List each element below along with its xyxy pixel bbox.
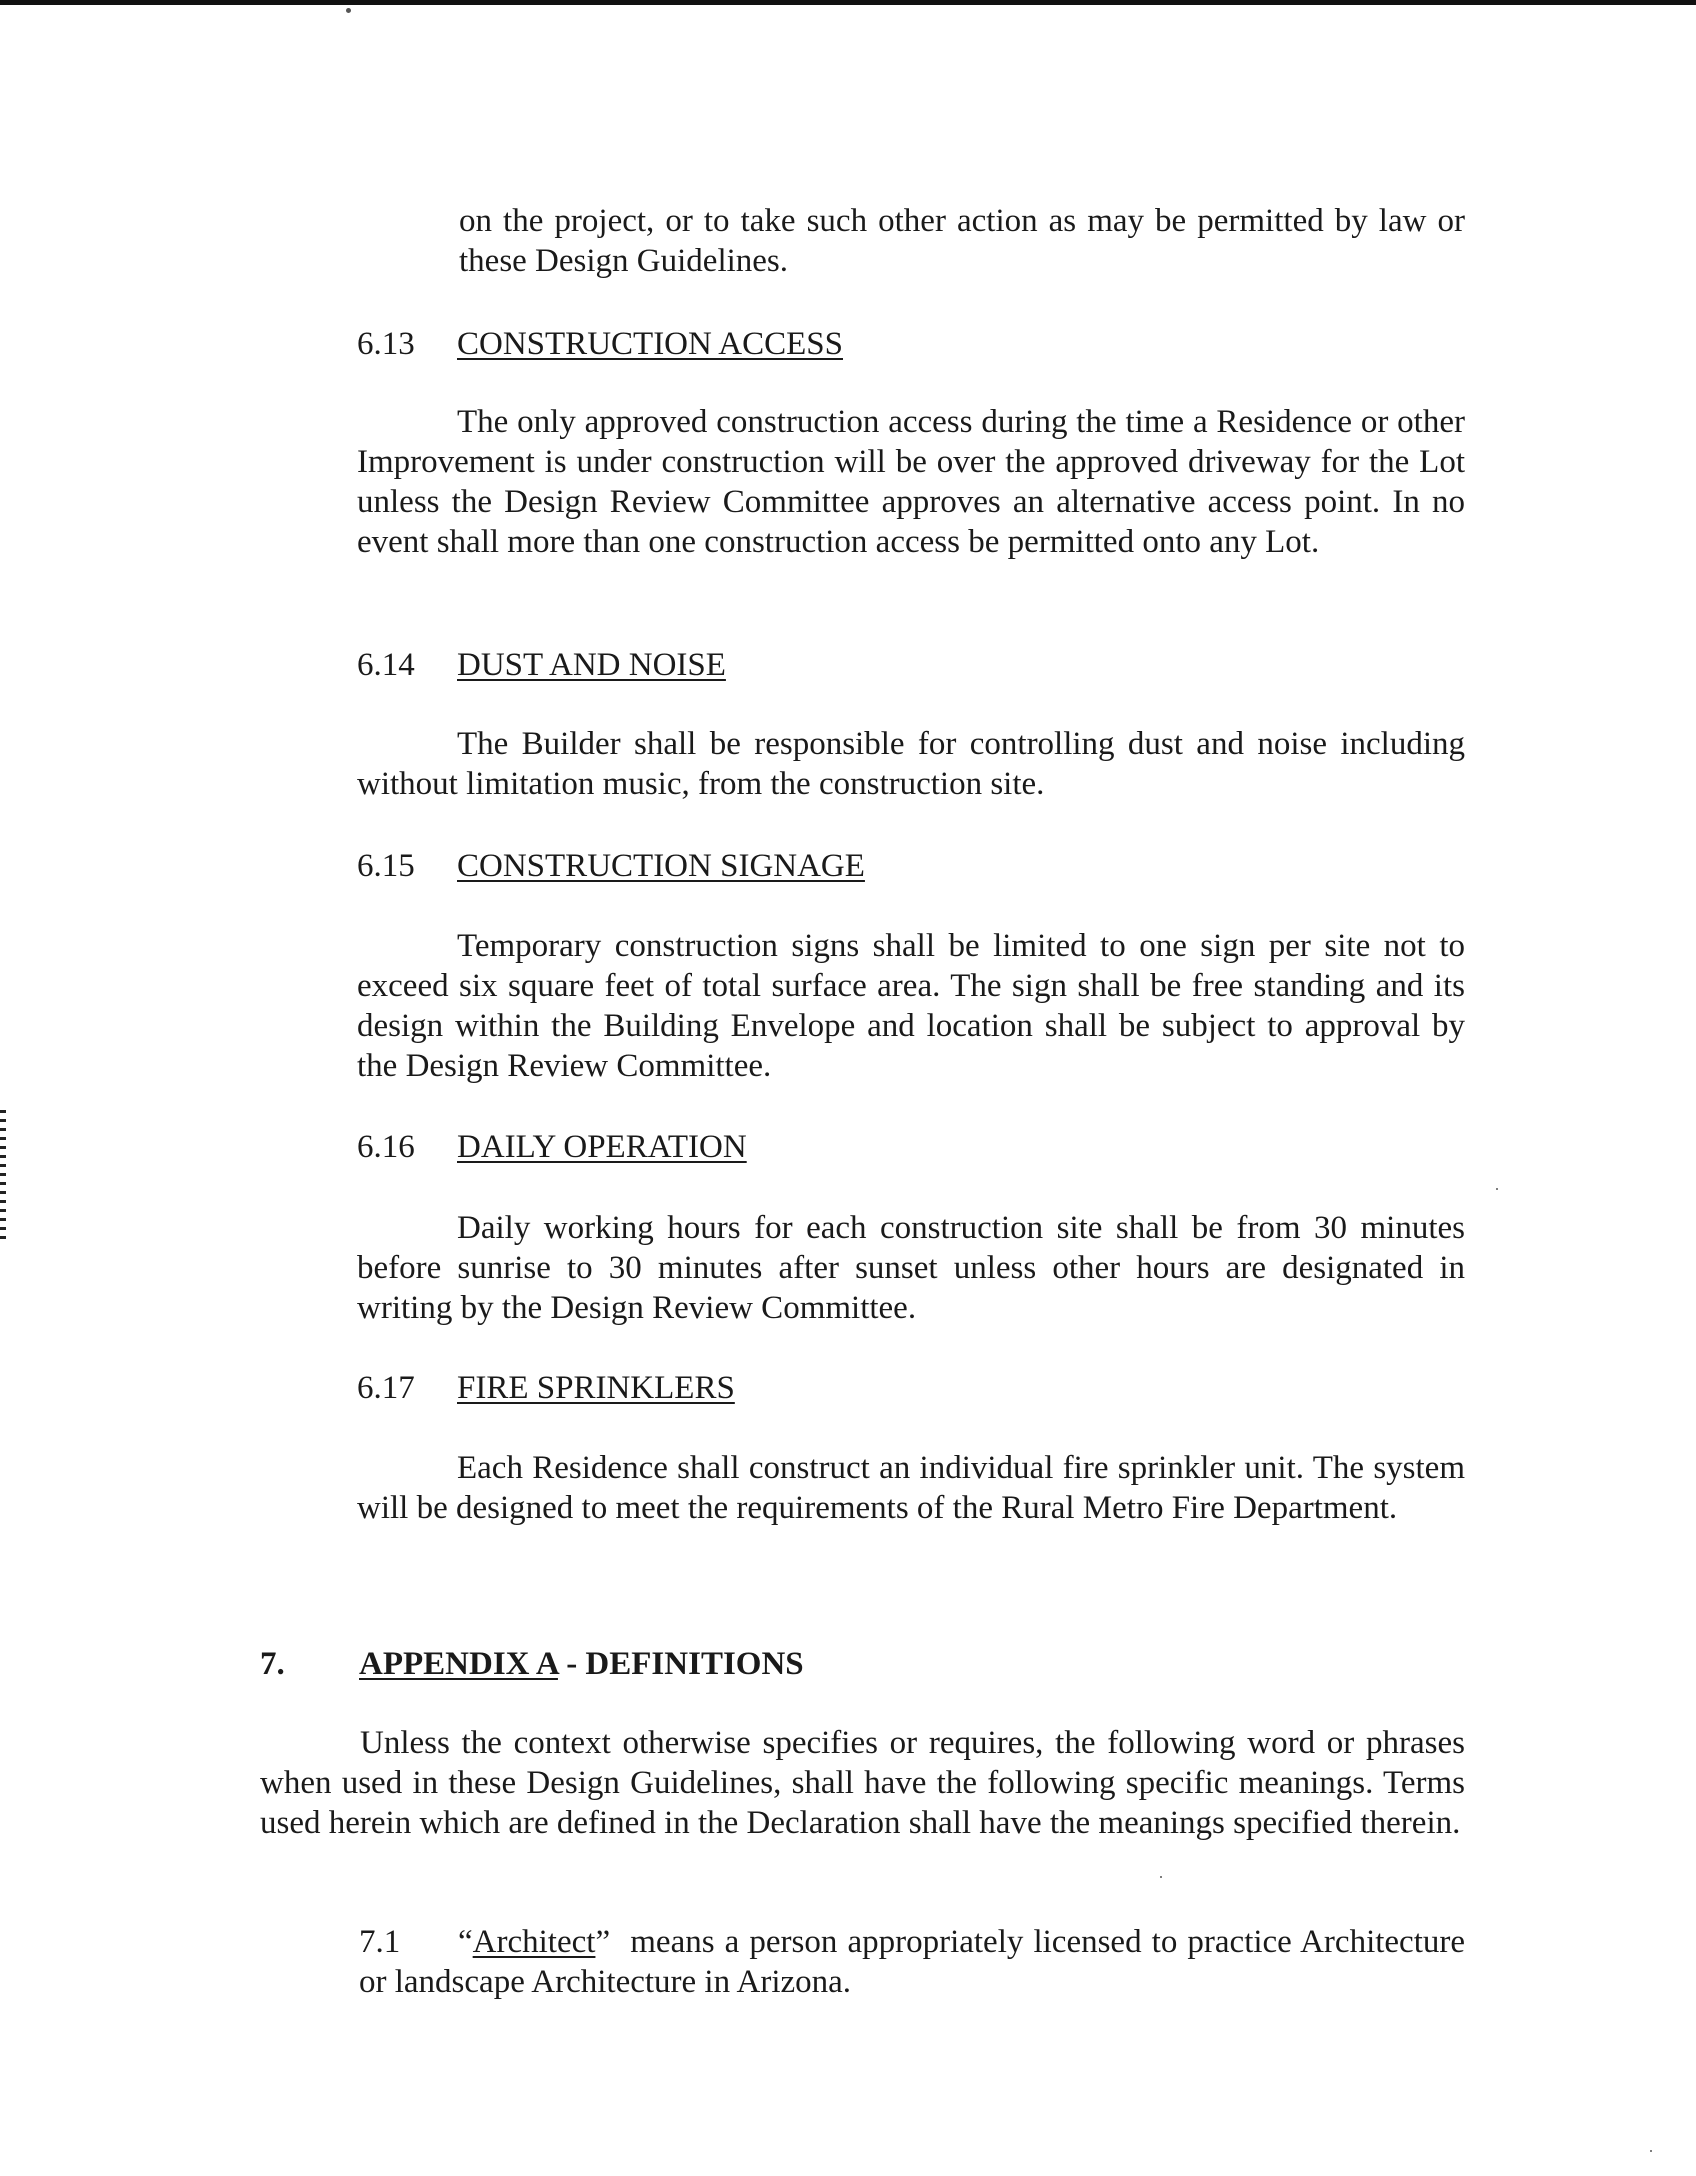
appendix-title-rest: - DEFINITIONS [557,1646,804,1682]
section-body-6-15: Temporary construction signs shall be limited to one sign per site not to exceed six square feet of total surface area. The sign shall be free standing and its design within the Building Envelope and location shall be subject to approval by the Design Review Committee. [357,928,1465,1084]
section-heading-6-15 [357,846,865,886]
appendix-title-underlined: APPENDIX A [359,1646,558,1682]
definition-close-quote: ” [595,1924,611,1960]
appendix-intro: Unless the context otherwise specifies or requires, the following word or phrases when used in these Design Guidelines, shall have the following specific meanings. Terms used herein which are defined in the Declaration shall have the meanings specified therein. [260,1725,1465,1841]
section-heading-6-13 [357,324,843,364]
section-title: CONSTRUCTION ACCESS [457,326,843,362]
scan-speck [1160,1876,1162,1878]
section-body-6-13: The only approved construction access during the time a Residence or other Improvement is under construction will be over the approved driveway for the Lot unless the Design Review Committee approves an alternative access point. In no event shall more than one construction access be permitted onto any Lot. [357,404,1465,560]
section-heading-6-16 [357,1127,747,1167]
scan-top-border [0,0,1696,5]
scan-speck [1496,1188,1498,1190]
section-number: 6.14 [357,647,415,683]
section-number: 6.13 [357,326,415,362]
section-heading-6-14 [357,645,726,685]
scan-margin-mark [0,1110,6,1240]
continuation-paragraph: on the project, or to take such other action as may be permitted by law or these Design Guidelines. [459,203,1465,279]
section-title: FIRE SPRINKLERS [457,1370,735,1406]
section-number: 6.15 [357,848,415,884]
appendix-heading [260,1644,804,1684]
section-title: CONSTRUCTION SIGNAGE [457,848,865,884]
section-number: 6.16 [357,1129,415,1165]
section-number: 6.17 [357,1370,415,1406]
section-title: DAILY OPERATION [457,1129,747,1165]
section-heading-6-17 [357,1368,735,1408]
definition-open-quote: “ [458,1924,473,1960]
definition-term: Architect [472,1924,596,1960]
definition-7-1 [359,1922,1474,2002]
definition-text: means a person appropriately licensed to practice Architecture or landscape Architecture in Arizona. [359,1924,1474,2000]
appendix-number: 7. [260,1646,285,1682]
section-body-6-14: The Builder shall be responsible for controlling dust and noise including without limitation music, from the construction site. [357,726,1465,802]
section-title: DUST AND NOISE [457,647,726,683]
section-body-6-17: Each Residence shall construct an individual fire sprinkler unit. The system will be designed to meet the requirements of the Rural Metro Fire Department. [357,1450,1465,1526]
scan-speck [346,8,351,13]
section-body-6-16: Daily working hours for each construction site shall be from 30 minutes before sunrise to 30 minutes after sunset unless other hours are designated in writing by the Design Review Committee. [357,1210,1465,1326]
scan-speck [1650,2150,1652,2152]
definition-number: 7.1 [359,1924,401,1960]
